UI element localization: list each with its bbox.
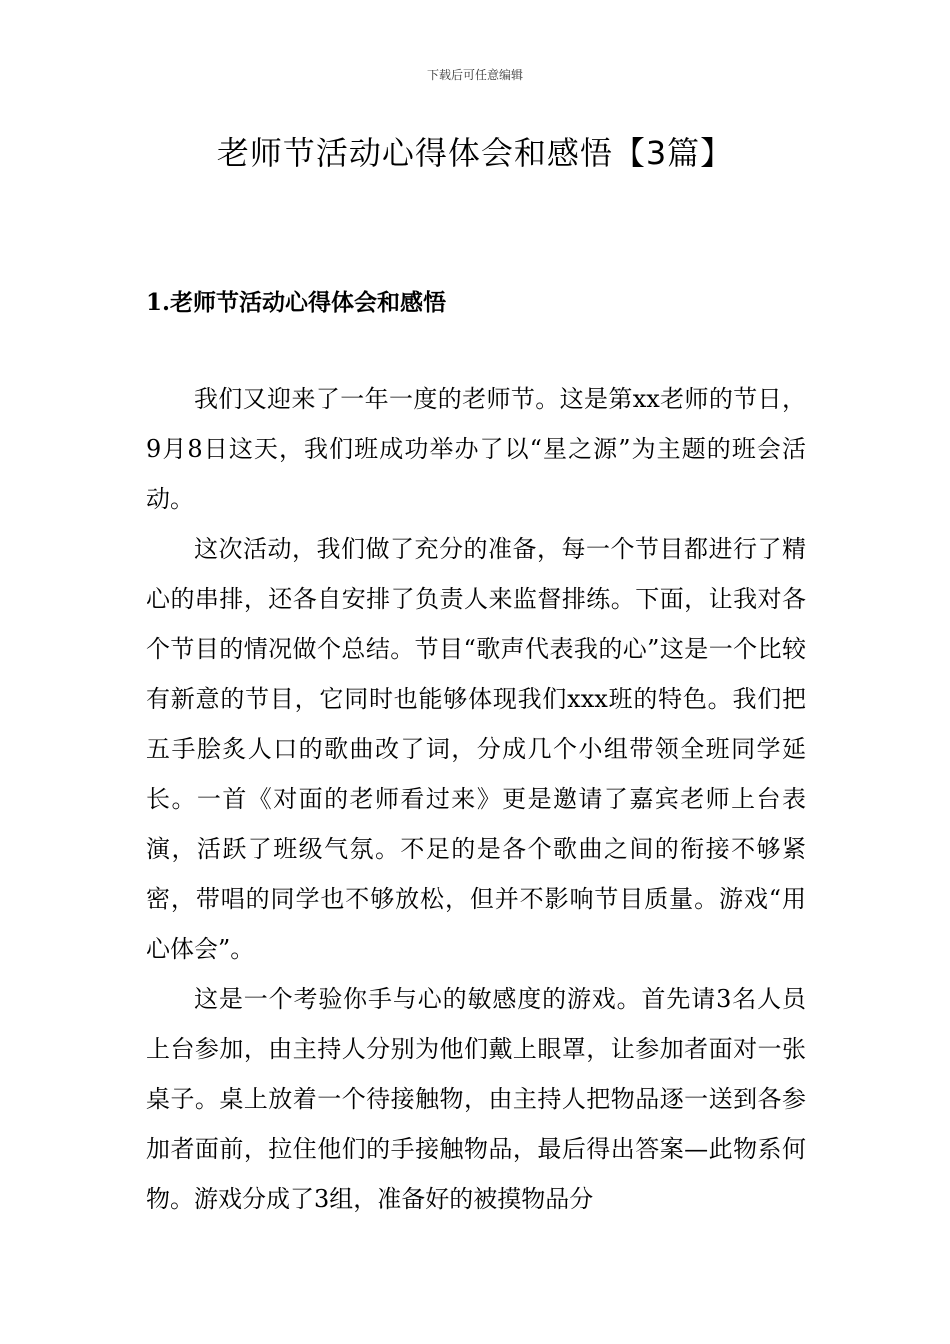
document-title: 老师节活动心得体会和感悟【3篇】: [216, 134, 734, 172]
page-header-note: 下载后可任意编辑: [426, 68, 523, 82]
section-heading: 1.老师节活动心得体会和感悟: [146, 289, 447, 316]
paragraph: 这是一个考验你手与心的敏感度的游戏。首先请3名人员上台参加，由主持人分别为他们戴上眼罩，让参加者面对一张桌子。桌上放着一个待接触物，由主持人把物品逐一送到各参加者面前，拉住他们的手接触物品，最后得出答案—此物系何物。游戏分成了3组，准备好的被摸物品分: [146, 985, 806, 1213]
document-body: [146, 374, 806, 1224]
paragraph: 这次活动，我们做了充分的准备，每一个节目都进行了精心的串排，还各自安排了负责人来监督排练。下面，让我对各个节目的情况做个总结。节目“歌声代表我的心”这是一个比较有新意的节目，它同时也能够体现我们xxx班的特色。我们把五手脍炙人口的歌曲改了词，分成几个小组带领全班同学延长。一首《对面的老师看过来》更是邀请了嘉宾老师上台表演，活跃了班级气氛。不足的是各个歌曲之间的衔接不够紧密，带唱的同学也不够放松，但并不影响节目质量。游戏“用心体会”。: [146, 535, 806, 963]
paragraph: 我们又迎来了一年一度的老师节。这是第xx老师的节日，9月8日这天，我们班成功举办了以“星之源”为主题的班会活动。: [146, 385, 806, 513]
